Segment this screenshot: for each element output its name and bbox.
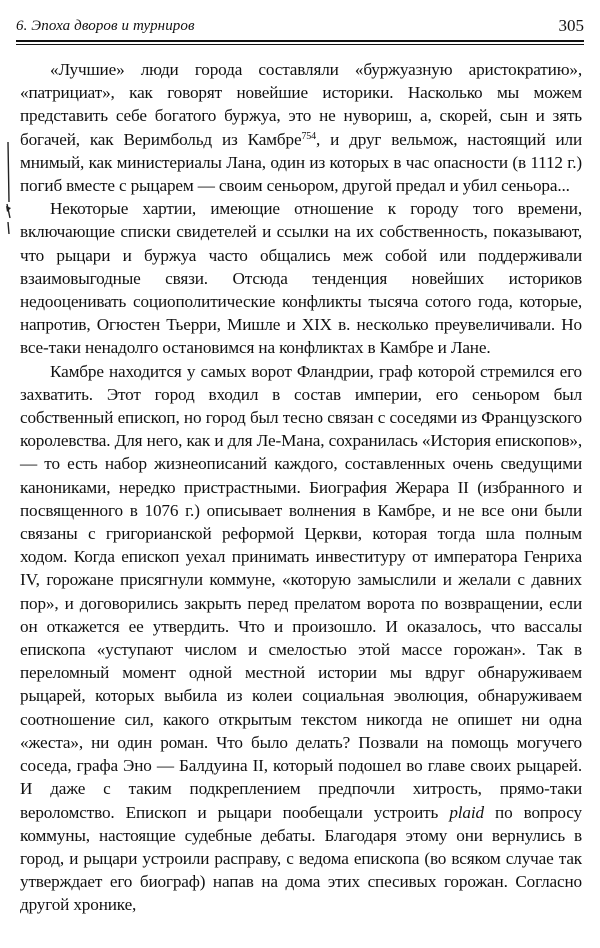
italic-term: plaid bbox=[449, 802, 484, 822]
footnote-marker: 754 bbox=[301, 130, 316, 142]
page-number: 305 bbox=[558, 16, 584, 35]
paragraph-text: Некоторые хартии, имеющие отношение к городу того времени, включающие списки свидетелей и ссылки на их собственность, показывают, что рыцари и буржуа часто общались меж собой или поддерживали взаимовыгодные связи. Отсюда тенденция новейших историков недооценивать социополитические конфликты тысяча сотого года, которые, напротив, Огюстен Тьерри, Мишле и XIX в. несколько преувеличивали. Но все-таки ненадолго остановимся на конфликтах в Камбре и Лане. bbox=[20, 199, 582, 358]
paragraph-3 bbox=[20, 360, 582, 917]
margin-pencil-mark bbox=[4, 142, 14, 234]
paragraph-2 bbox=[20, 197, 582, 359]
paragraph-text: «Лучшие» люди города составляли «буржуазную аристократию», «патрициат», как говорят новейшие историки. Насколько мы можем представить себе богатого буржуа, это не нувориш, а, скорей, сын и зять богачей, как Веримбольд из Камбре bbox=[20, 60, 582, 149]
chapter-title: 6. Эпоха дворов и турниров bbox=[16, 18, 195, 34]
paragraph-text: по вопросу коммуны, настоящие судебные дебаты. Благодаря этому они вернулись в город, и рыцари устроили расправу, с ведома епископа (во всяком случае так утверждает его биограф) напав на дома этих спесивых горожан. Согласно другой хронике, bbox=[20, 802, 582, 915]
page-body bbox=[20, 58, 582, 917]
running-header bbox=[16, 14, 584, 40]
paragraph-text: Камбре находится у самых ворот Фландрии, граф которой стремился его захватить. Этот город входил в состав империи, его сеньором был собственный епископ, но город был тесно связан с соседями из Французского королевства. Для него, как и для Ле-Мана, сохранилась «История епископов», — то есть набор жизнеописаний каждого, составленных очень сведущими канониками, нередко пристрастными. Биография Жерара II (избранного и посвященного в 1076 г.) описывает волнения в Камбре, и не все они были связаны с григорианской реформой Церкви, которая тогда шла полным ходом. Когда епископ уехал принимать инвеституру от императора Генриха IV, горожане присягнули коммуне, «которую замыслили и желали с давних пор», и договорились закрыть перед прелатом ворота по возвращении, если он откажется ее утвердить. Что и произошло. И оказалось, что вассалы епископа «уступают числом и смелостью этой массе горожан». Так в переломный момент одной местной истории мы вдруг обнаруживаем рыцарей, которых выбила из колеи социальная эволюция, обнаруживаем соотношение сил, какого открытым текстом никогда не опишет ни одна «жеста», ни один роман. Что было делать? Позвали на помощь могучего соседа, графа Эно — Балдуина II, который подошел во главе своих рыцарей. И даже с таким подкреплением предпочли хитрость, прямо-таки вероломство. Епископ и рыцари пообещали устроить bbox=[20, 361, 582, 822]
paragraph-1 bbox=[20, 58, 582, 197]
header-rule bbox=[16, 40, 584, 45]
paragraph-text: , и друг вельмож, настоящий или мнимый, как министериалы Лана, один из которых в час опасности (в 1112 г.) погиб вместе с рыцарем — своим сеньором, другой предал и убил сеньора... bbox=[20, 129, 582, 196]
